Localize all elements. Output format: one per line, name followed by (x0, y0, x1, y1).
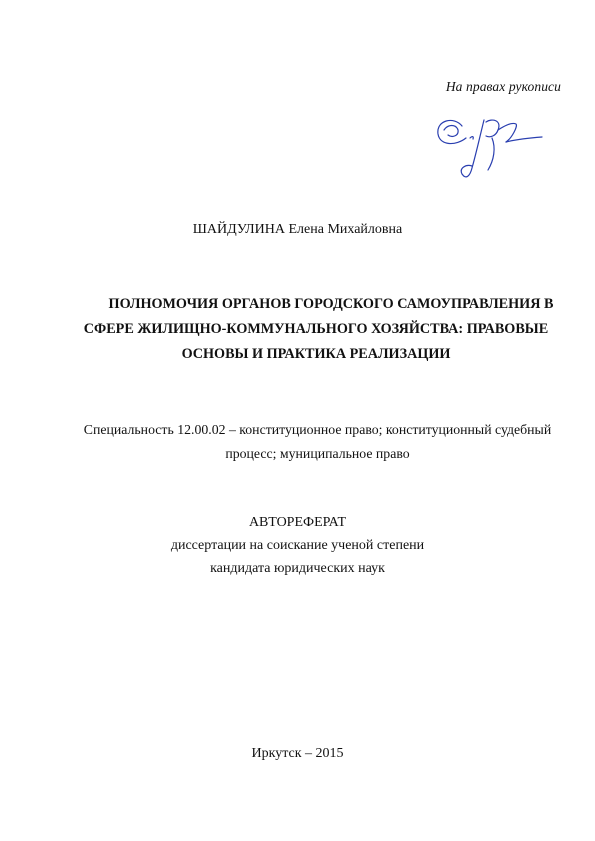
handwritten-signature (432, 108, 562, 188)
title-line-3: ОСНОВЫ И ПРАКТИКА РЕАЛИЗАЦИИ (181, 346, 451, 362)
title-line-1: ПОЛНОМОЧИЯ ОРГАНОВ ГОРОДСКОГО САМОУПРАВЛЕНИЯ В (108, 296, 554, 312)
abstract-line-1: диссертации на соискание ученой степени (170, 538, 425, 553)
abstract-block (0, 511, 595, 580)
specialty-line-2: процесс; муниципальное право (225, 446, 410, 461)
specialty-line-1: Специальность 12.00.02 – конституционное право; конституционный судебный (83, 422, 552, 437)
manuscript-rights-note: На правах рукописи (445, 79, 561, 94)
author-name: ШАЙДУЛИНА Елена Михайловна (192, 222, 403, 237)
abstract-line-2: кандидата юридических наук (210, 561, 385, 576)
city-year: Иркутск – 2015 (251, 746, 344, 761)
abstract-heading: АВТОРЕФЕРАТ (248, 515, 347, 530)
dissertation-title (78, 292, 554, 367)
title-line-2: СФЕРЕ ЖИЛИЩНО-КОММУНАЛЬНОГО ХОЗЯЙСТВА: ПРАВОВЫЕ (83, 321, 549, 337)
specialty-block (60, 418, 575, 466)
